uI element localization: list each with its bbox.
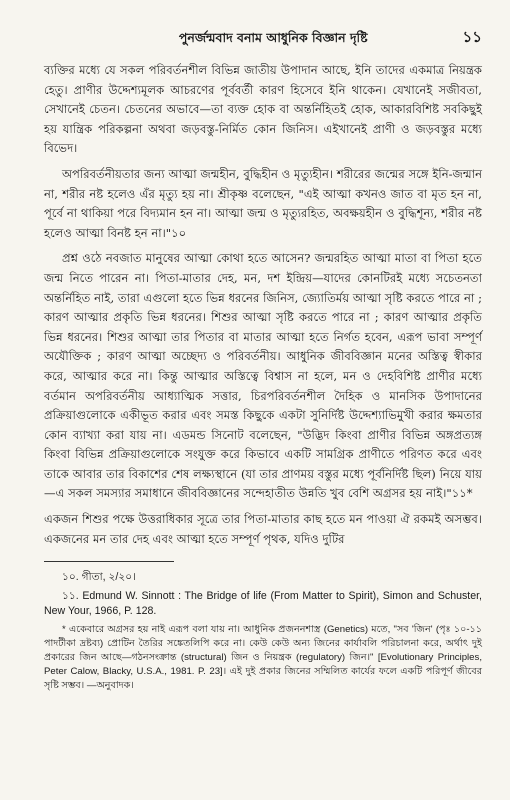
paragraph-4: একজন শিশুর পক্ষে উত্তরাধিকার সূত্রে তার পিতা-মাতার কাছ হতে মন পাওয়া ঐ রকমই অসম্ভব। একজনের মন তার দেহ এবং আত্মা হতে সম্পূর্ণ পৃথক, যদিও দুটির	[44, 512, 482, 546]
footnote-11: ১১. Edmund W. Sinnott : The Bridge of life (From Matter to Spirit), Simon and Schuster, New Your, 1966, P. 128.	[44, 589, 482, 618]
running-header	[44, 26, 482, 51]
body-text	[44, 61, 482, 549]
footnote-star: * একেবারে অগ্রসর হয় নাই এরূপ বলা যায় না। আধুনিক প্রজননশাস্ত্র (Genetics) মতে, "সব 'জিন' (পৃঃ ১০-১১ পাদটীকা দ্রষ্টব্য) প্রোটিন তৈরির সঙ্কেতলিপি করে না। কেউ কেউ অন্য জিনের কার্যাবলি পরিচালনা করে, অর্থাৎ দুই প্রকারের জিন আছে—গঠনসংক্রান্ত (structural) জিন ও নিয়ন্ত্রক (regulatory) জিন।" [Evolutionary Principles, Peter Calow, Blacky, U.S.A., 1981. P. 23]। এই দুই প্রকার জিনের সম্মিলিত কার্যের ফলে একটি পরিপূর্ণ জীবের সৃষ্টি সম্ভব। —অনুবাদক।	[44, 623, 482, 691]
paragraph-1: ব্যক্তির মধ্যে যে সকল পরিবর্তনশীল বিভিন্ন জাতীয় উপাদান আছে, ইনি তাদের একমাত্র নিয়ন্ত্রক হেতু। প্রাণীর উদ্দেশ্যমূলক আচরণের পূর্ববর্তী কারণ হিসেবে ইনি থাকেন। যেখানেই সজীবতা, সেখানেই চেতন। চেতনের অভাবে—তা ব্যক্ত হোক বা অন্তর্নিহিতই হোক, আকারবিশিষ্ট সবকিছুই হয় যান্ত্রিক পরিকল্পনা অথবা জড়বস্তু-নির্মিত কোন জিনিস। এইখানেই প্রাণী ও জড়বস্তুর মধ্যে বিভেদ।	[44, 63, 482, 156]
footnotes	[44, 570, 482, 693]
page-number: ১১	[462, 28, 482, 46]
paragraph-2: অপরিবর্তনীয়তার জন্য আত্মা জন্মহীন, বুদ্ধিহীন ও মৃত্যুহীন। শরীরের জন্মের সঙ্গে ইনি-জন্মান না, শরীর নষ্ট হলেও এঁর মৃত্যু হয় না। শ্রীকৃষ্ণ বলেছেন, "এই আত্মা কখনও জাত বা মৃত হন না, পূর্বে না থাকিয়া পরে বিদ্যমান হন না। আত্মা জন্ম ও মৃত্যুরহিত, অবক্ষয়হীন ও বুদ্ধিশূন্য, শরীর নষ্ট হলেও আত্মা বিনষ্ট হন না।"১০	[44, 166, 482, 240]
running-title: পুনর্জন্মবাদ বনাম আধুনিক বিজ্ঞান দৃষ্টি	[178, 30, 368, 45]
footnote-divider	[44, 561, 174, 562]
paragraph-3: প্রশ্ন ওঠে নবজাত মানুষের আত্মা কোথা হতে আসেন? জন্মরহিত আত্মা মাতা বা পিতা হতে জন্ম নিতে পারেন না। পিতা-মাতার দেহ, মন, দশ ইন্দ্রিয়—যাদের কোনটিরই মধ্যে সচেতনতা অন্তর্নিহিত নাই, তারা এগুলো হতে ভিন্ন ধরনের জিনিস, জ্যোতির্ময় আত্মা সৃষ্টি করতে পারে না ; কারণ আত্মার প্রকৃতি ভিন্ন ধরনের। শিশুর আত্মা সৃষ্টি করতে পারে না ; কারণ আত্মার প্রকৃতি ভিন্ন ধরনের। শিশুর আত্মা তার পিতার বা মাতার আত্মা হতে নির্গত হবেন, এরূপ ভাবা সম্পূর্ণ অযৌক্তিক ; কারণ আত্মা অচ্ছেদ্য ও পরিবর্তনীয়। আধুনিক জীববিজ্ঞান মনের অস্তিত্ব স্বীকার করে, আত্মার করে না। কিন্তু আত্মার অস্তিত্বে বিশ্বাস না হলে, মন ও দেহবিশিষ্ট প্রাণীর মধ্যে বর্তমান অপরিবর্তনীয় আধ্যাত্মিক সত্তার, চিরপরিবর্তনশীল দৈহিক ও মানসিক উপাদানের প্রক্রিয়াগুলোকে একীভূত করার এবং সমস্ত কিছুকে একটা সুনির্দিষ্ট উদ্দেশ্যাভিমুখী করার ক্ষমতার কোন ব্যাখ্যা করা যায় না। এডমন্ড সিনোট বলেছেন, "উদ্ভিদ কিংবা প্রাণীর বিভিন্ন অঙ্গপ্রত্যঙ্গ কিংবা বিভিন্ন প্রক্রিয়াগুলোকে সংযুক্ত করে কিভাবে একটি সামগ্রিক প্রাণীতে পরিণত করে এবং তাকে আবার তার বিকাশের শেষ লক্ষ্যস্থানে (যা তার প্রাণময় বস্তুর মধ্যে পূর্বনির্দিষ্ট ছিল) নিয়ে যায়—এ সকল সমস্যার সমাধানে জীববিজ্ঞানের সন্দেহাতীত উন্নতি খুব বেশি অগ্রসর হয় নাই।"১১*	[44, 251, 482, 501]
footnote-10: ১০. গীতা, ২/২০।	[62, 571, 136, 584]
